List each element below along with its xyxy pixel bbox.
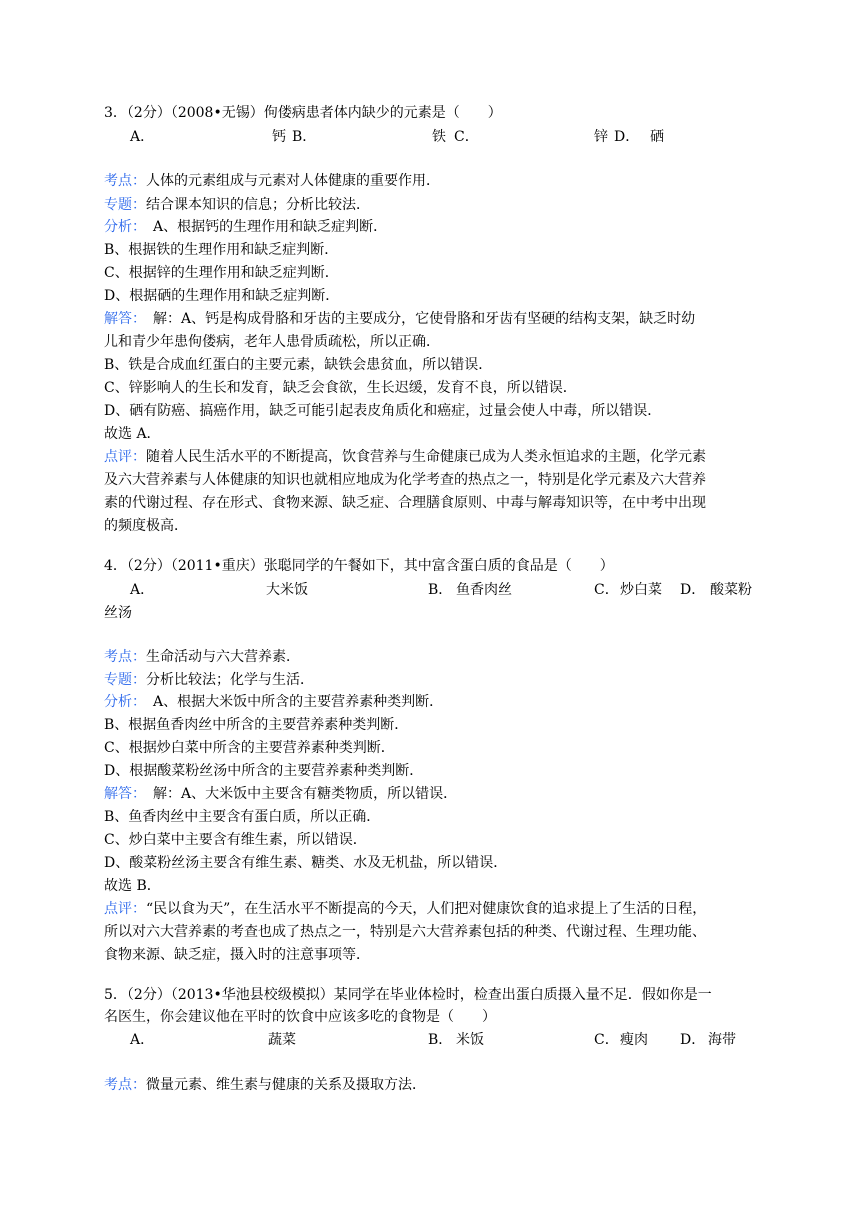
q4-dianping-1: 所以对六大营养素的考查也成了热点之一，特别是六大营养素包括的种类、代谢过程、生理功能、 [104, 924, 706, 940]
q3-dianping-0: 点评：随着人民生活水平的不断提高，饮食营养与生命健康已成为人类永恒追求的主题，化学元素 [104, 449, 706, 465]
q5-option-b-text: 米饭 [456, 1032, 484, 1048]
q5-stem-0: 5．（2分）（2013•华池县校级模拟）某同学在毕业体检时，检查出蛋白质摄入量不足．假如你是一 [104, 987, 712, 1003]
q3-option-a-text: 钙 [272, 129, 286, 145]
q5-option-a-text: 蔬菜 [268, 1032, 296, 1048]
q3-option-c-text: 锌 [594, 129, 608, 145]
q4-option-a-letter: A． [130, 582, 155, 598]
q4-option-a-text: 大米饭 [266, 582, 308, 598]
q4-option-c-letter: C． [594, 582, 619, 598]
jieda-label: 解答： [104, 786, 139, 802]
q4-zhuanti: 专题：分析比较法；化学与生活． [104, 672, 314, 688]
q3-kaodian: 考点：人体的元素组成与元素对人体健康的重要作用． [104, 173, 440, 189]
dianping-label: 点评： [104, 449, 146, 465]
q4-fenxi-3: D、根据酸菜粉丝汤中所含的主要营养素种类判断． [104, 763, 424, 779]
zhuanti-label: 专题： [104, 672, 146, 688]
q4-jieda-2: C、炒白菜中主要含有维生素，所以错误． [104, 832, 367, 848]
q4-fenxi-1: B、根据鱼香肉丝中所含的主要营养素种类判断． [104, 717, 409, 733]
q4-jieda-1: B、鱼香肉丝中主要含有蛋白质，所以正确． [104, 809, 381, 825]
q4-fenxi-2: C、根据炒白菜中所含的主要营养素种类判断． [104, 740, 395, 756]
q4-option-b-text: 鱼香肉丝 [456, 582, 512, 598]
q3-fenxi-3: D、根据硒的生理作用和缺乏症判断． [104, 288, 340, 304]
q4-jieda-4: 故选 B． [104, 878, 161, 894]
q3-option-c-letter: C． [454, 129, 479, 145]
jieda-label: 解答： [104, 311, 139, 327]
q3-option-b-text: 铁 [432, 129, 446, 145]
fenxi-label: 分析： [104, 694, 139, 710]
kaodian-label: 考点： [104, 173, 146, 189]
q3-fenxi-1: B、根据铁的生理作用和缺乏症判断． [104, 242, 339, 258]
q4-jieda-3: D、酸菜粉丝汤主要含有维生素、糖类、水及无机盐，所以错误． [104, 855, 508, 871]
kaodian-label: 考点： [104, 1077, 146, 1093]
q5-option-c-text: 瘦肉 [620, 1032, 648, 1048]
q4-fenxi-0: 分析： A、根据大米饭中所含的主要营养素种类判断． [104, 694, 444, 710]
q3-jieda-1: 儿和青少年患佝偻病，老年人患骨质疏松，所以正确． [104, 334, 440, 350]
q5-option-b-letter: B． [428, 1032, 453, 1048]
q4-option-d-text: 酸菜粉 [710, 582, 752, 598]
q3-stem: 3．（2分）（2008•无锡）佝偻病患者体内缺少的元素是（ ） [104, 105, 502, 121]
q4-jieda-0: 解答： 解：A、大米饭中主要含有糖类物质，所以错误． [104, 786, 458, 802]
q5-stem-1: 名医生，你会建议他在平时的饮食中应该多吃的食物是（ ） [104, 1009, 496, 1025]
q3-dianping-3: 的频度极高． [104, 518, 188, 534]
q4-dianping-0: 点评：“民以食为天”，在生活水平不断提高的今天，人们把对健康饮食的追求提上了生活的日程， [104, 901, 707, 917]
q5-option-d-letter: D． [680, 1032, 706, 1048]
q3-jieda-4: D、硒有防癌、搞癌作用，缺乏可能引起表皮角质化和癌症，过量会使人中毒，所以错误． [104, 403, 662, 419]
q3-option-d-text: 硒 [650, 129, 664, 145]
q3-fenxi-0: 分析： A、根据钙的生理作用和缺乏症判断． [104, 219, 388, 235]
q3-option-b-letter: B． [292, 129, 317, 145]
q4-option-c-text: 炒白菜 [620, 582, 662, 598]
q3-jieda-5: 故选 A． [104, 426, 161, 442]
q3-dianping-2: 素的代谢过程、存在形式、食物来源、缺乏症、合理膳食原则、中毒与解毒知识等，在中考中出现 [104, 495, 706, 511]
q3-jieda-2: B、铁是合成血红蛋白的主要元素，缺铁会患贫血，所以错误． [104, 357, 493, 373]
q4-kaodian: 考点：生命活动与六大营养素． [104, 649, 300, 665]
q3-zhuanti: 专题：结合课本知识的信息；分析比较法． [104, 197, 370, 213]
q5-option-a-letter: A． [130, 1032, 155, 1048]
q4-stem: 4．（2分）（2011•重庆）张聪同学的午餐如下，其中富含蛋白质的食品是（ ） [104, 558, 614, 574]
q4-option-wrap: 丝汤 [104, 605, 132, 621]
zhuanti-label: 专题： [104, 197, 146, 213]
q4-option-b-letter: B． [428, 582, 453, 598]
q3-fenxi-2: C、根据锌的生理作用和缺乏症判断． [104, 265, 339, 281]
q3-dianping-1: 及六大营养素与人体健康的知识也就相应地成为化学考查的热点之一，特别是化学元素及六大营养 [104, 472, 706, 488]
q3-jieda-3: C、锌影响人的生长和发育，缺乏会食欲，生长迟缓，发育不良，所以错误． [104, 380, 577, 396]
q3-jieda-0: 解答： 解：A、钙是构成骨胳和牙齿的主要成分，它使骨胳和牙齿有坚硬的结构支架，缺乏时幼 [104, 311, 696, 327]
q5-kaodian: 考点：微量元素、维生素与健康的关系及摄取方法． [104, 1077, 426, 1093]
q4-dianping-2: 食物来源、缺乏症，摄入时的注意事项等． [104, 947, 370, 963]
q3-option-a-letter: A． [130, 129, 155, 145]
dianping-label: 点评： [104, 901, 146, 917]
q5-option-d-text: 海带 [708, 1032, 736, 1048]
q3-option-d-letter: D． [614, 129, 640, 145]
q5-option-c-letter: C． [594, 1032, 619, 1048]
kaodian-label: 考点： [104, 649, 146, 665]
q4-option-d-letter: D． [680, 582, 706, 598]
fenxi-label: 分析： [104, 219, 139, 235]
